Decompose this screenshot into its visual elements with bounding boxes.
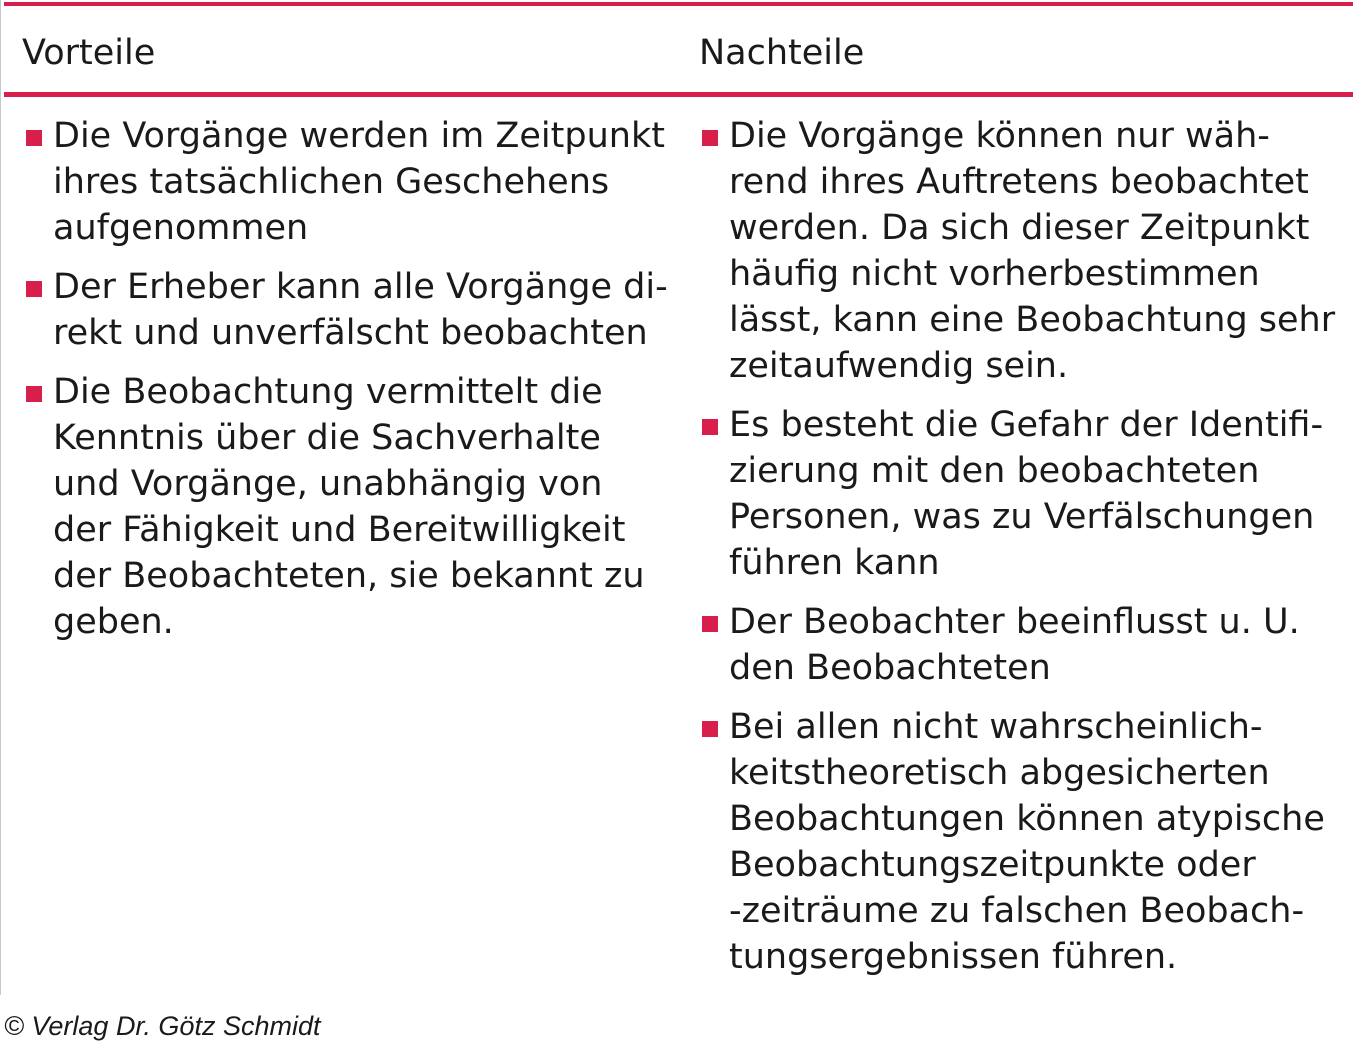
item-text-line: geben. [53,602,174,642]
square-bullet-icon [702,616,718,632]
list-item [702,402,1342,586]
square-bullet-icon [26,130,42,146]
nachteile-list [702,113,1342,993]
item-text-line: werden. Da sich dieser Zeitpunkt [729,208,1310,248]
item-text-line: lässt, kann eine Beobachtung sehr [729,300,1336,340]
item-text-line: häufig nicht vorherbestimmen [729,254,1260,294]
square-bullet-icon [702,130,718,146]
item-text-line: der Fähigkeit und Bereitwilligkeit [53,510,626,550]
list-item [26,113,666,251]
list-item [702,599,1342,691]
item-text-line: der Beobachteten, sie bekannt zu [53,556,645,596]
item-text-line: keitstheoretisch abgesicherten [729,753,1270,793]
item-text-line: rekt und unverfälscht beobachten [53,313,648,353]
item-text-line: rend ihres Auftretens beobachtet [729,162,1309,202]
item-text-line: aufgenommen [53,208,309,248]
item-text-line: Beobachtungszeitpunkte oder [729,845,1256,885]
list-item [26,369,666,645]
header-nachteile: Nachteile [699,33,865,73]
item-text-line: Der Erheber kann alle Vorgänge di- [53,267,668,307]
item-text-line: zeitaufwendig sein. [729,346,1069,386]
item-text-line: Beobachtungen können atypische [729,799,1325,839]
list-item [26,264,666,356]
copyright-notice: © Verlag Dr. Götz Schmidt [4,1011,321,1041]
table-left-border [0,0,1,995]
item-text-line: Die Vorgänge können nur wäh- [729,116,1270,156]
square-bullet-icon [702,419,718,435]
item-text-line: Kenntnis über die Sachverhalte [53,418,601,458]
item-text-line: Die Vorgänge werden im Zeitpunkt [53,116,665,156]
item-text-line: Personen, was zu Verfälschungen [729,497,1315,537]
item-text-line: -zeiträume zu falschen Beobach- [729,891,1305,931]
item-text-line: und Vorgänge, unabhängig von [53,464,603,504]
item-text-line: den Beobachteten [729,648,1051,688]
vorteile-list [26,113,666,658]
item-text-line: zierung mit den beobachteten [729,451,1260,491]
item-text-line: Es besteht die Gefahr der Identifi- [729,405,1324,445]
list-item [702,704,1342,980]
list-item [702,113,1342,389]
item-text-line: Die Beobachtung vermittelt die [53,372,603,412]
item-text-line: ihres tatsächlichen Geschehens [53,162,610,202]
item-text-line: führen kann [729,543,940,583]
header-vorteile: Vorteile [22,33,156,73]
header-separator-rule [4,92,1353,97]
item-text-line: tungsergebnissen führen. [729,937,1178,977]
item-text-line: Bei allen nicht wahrscheinlich- [729,707,1263,747]
square-bullet-icon [702,721,718,737]
square-bullet-icon [26,386,42,402]
table-top-rule [4,2,1353,6]
item-text-line: Der Beobachter beeinflusst u. U. [729,602,1300,642]
square-bullet-icon [26,281,42,297]
